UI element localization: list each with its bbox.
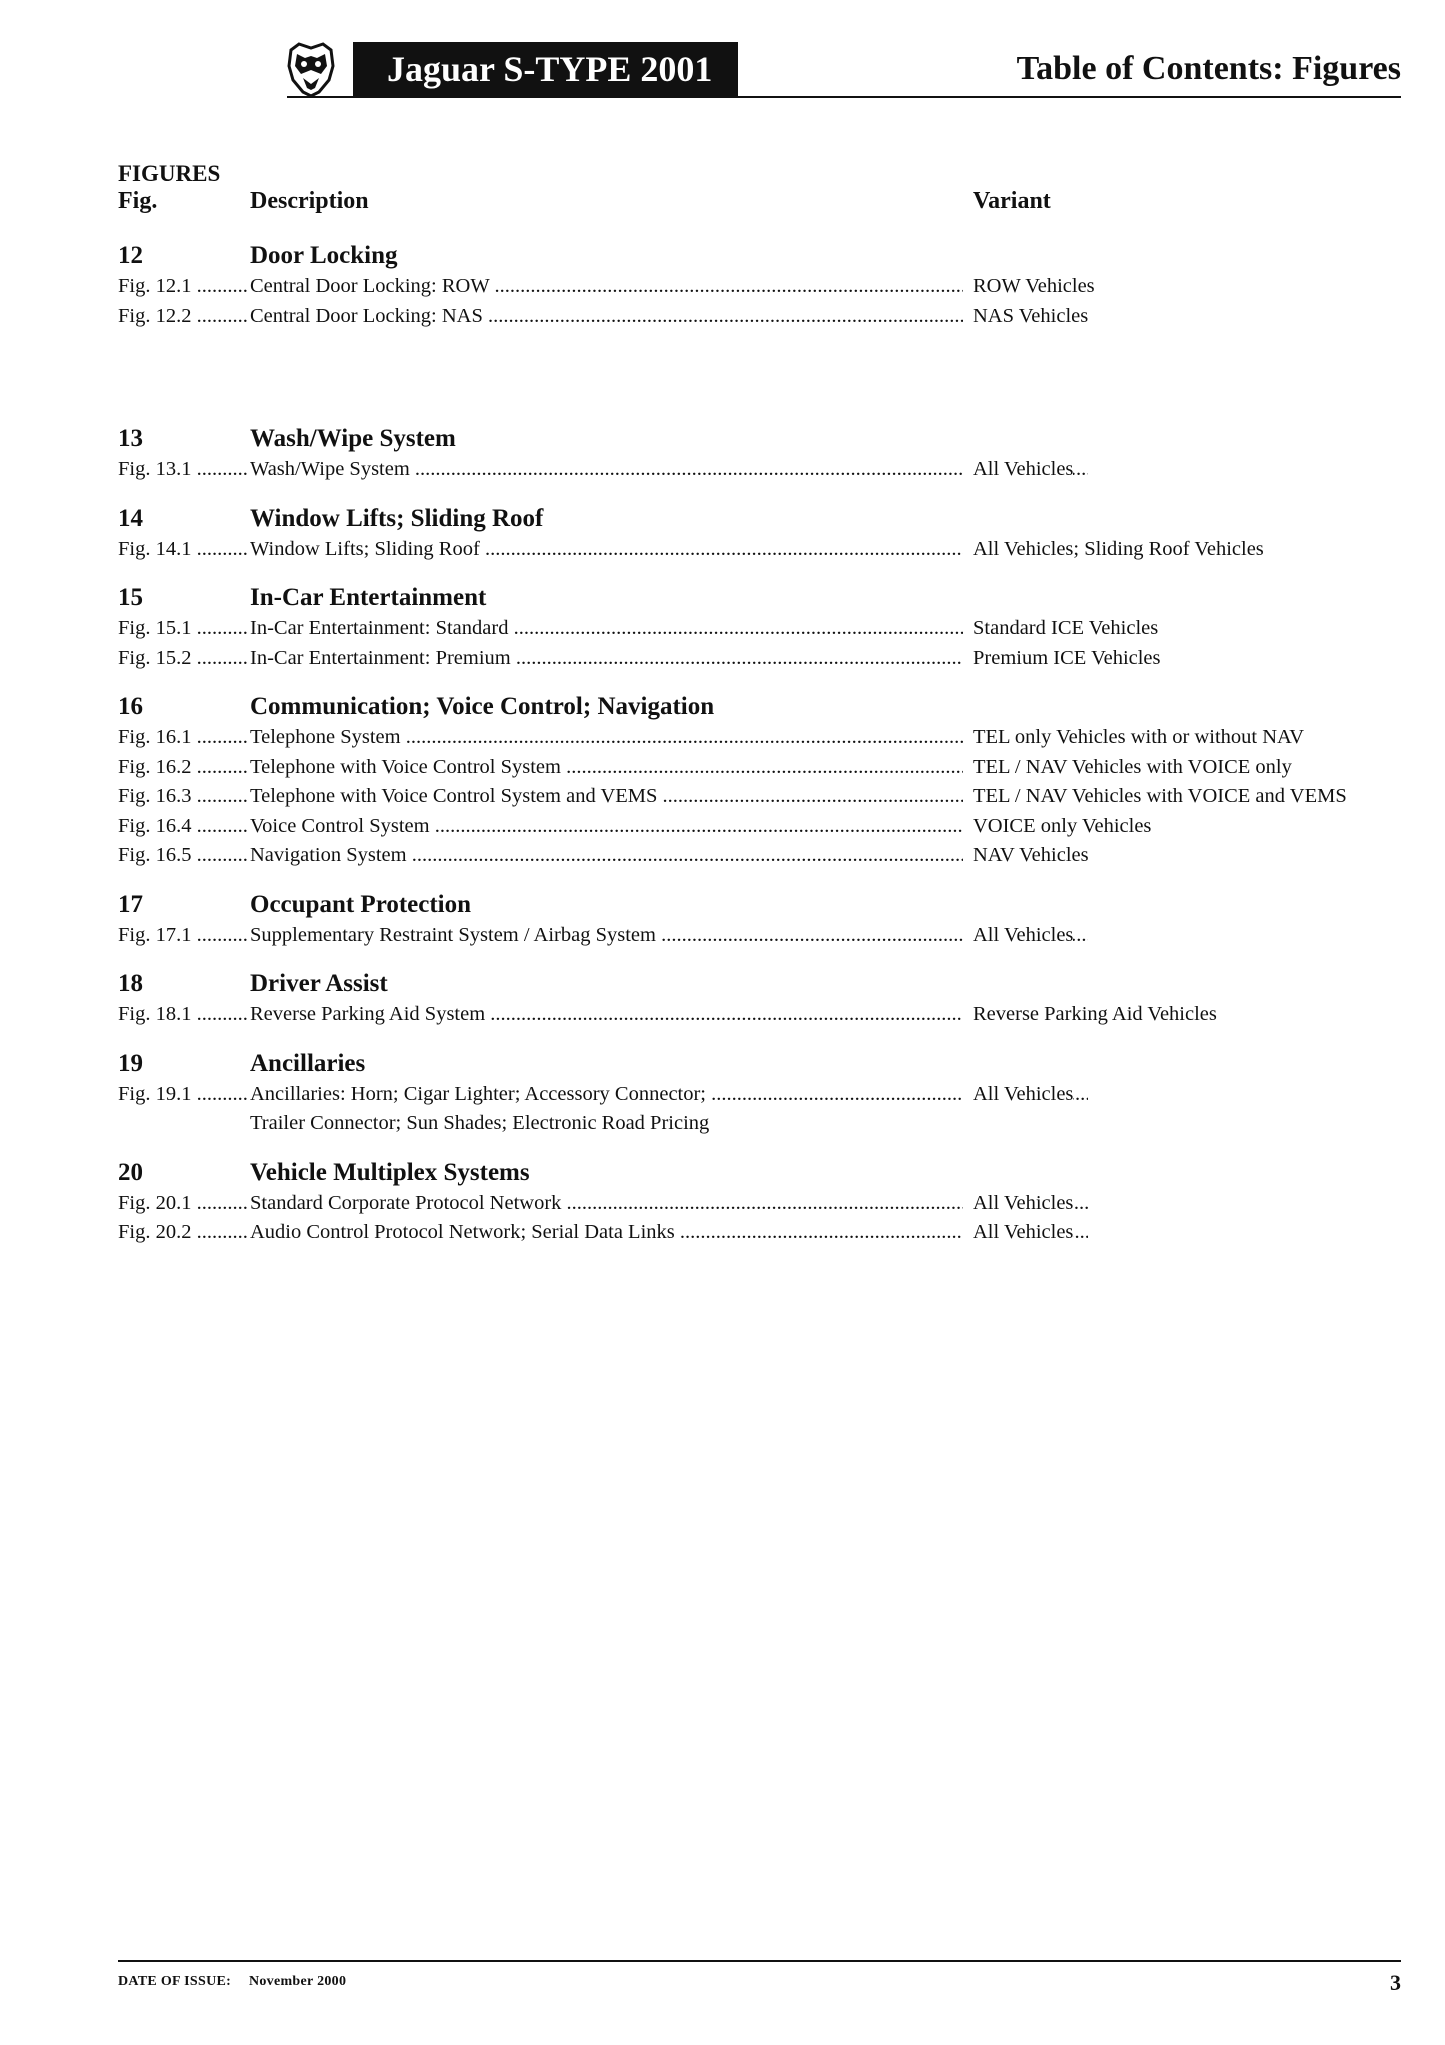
section-number: 12: [118, 242, 143, 269]
section-list: [118, 238, 1378, 1248]
section-title: Communication; Voice Control; Navigation: [250, 693, 715, 720]
figure-number: Fig. 20.2 .....: [118, 1218, 248, 1248]
section-title: Ancillaries: [250, 1049, 366, 1077]
figure-number: Fig. 17.1 .....: [118, 921, 248, 951]
section-number: 17: [118, 890, 143, 918]
section-heading: [118, 501, 1378, 535]
section-heading: [118, 689, 1378, 723]
section-number: 15: [118, 584, 143, 611]
figure-entry[interactable]: [118, 535, 1378, 565]
section-title: Window Lifts; Sliding Roof: [250, 504, 544, 532]
leader-end: [963, 272, 971, 302]
figure-variant: All Vehicles: [971, 1218, 1073, 1248]
leader-end: [963, 644, 971, 674]
leader-end: [963, 812, 971, 842]
figure-variant: Standard ICE Vehicles: [971, 614, 1158, 644]
toc-section: [118, 966, 1378, 1030]
figure-variant: TEL / NAV Vehicles with VOICE only: [971, 753, 1292, 783]
figure-entry[interactable]: [118, 841, 1378, 871]
section-heading: [118, 966, 1378, 1000]
figure-entry[interactable]: [118, 614, 1378, 644]
figure-description: Central Door Locking: ROW .....: [250, 272, 1088, 302]
section-title: Wash/Wipe System: [250, 425, 456, 452]
figure-description: Ancillaries: Horn; Cigar Lighter; Accessory Connector; .....: [250, 1080, 1088, 1110]
figure-description: Central Door Locking: NAS .....: [250, 302, 1088, 332]
section-heading: [118, 238, 1378, 272]
figure-number: Fig. 15.2 .....: [118, 644, 248, 674]
leader-end: [963, 921, 971, 951]
figure-variant: NAV Vehicles: [971, 841, 1089, 871]
figure-variant: All Vehicles: [971, 455, 1073, 485]
figure-description: Voice Control System .....: [250, 812, 1088, 842]
description-column-header: Description: [250, 188, 369, 214]
section-number: 13: [118, 425, 143, 452]
leader-end: [963, 1189, 971, 1219]
model-title: Jaguar S-TYPE 2001: [353, 42, 738, 96]
section-number: 20: [118, 1158, 143, 1186]
leader-end: [963, 782, 971, 812]
section-title: In-Car Entertainment: [250, 584, 487, 611]
section-number: 16: [118, 693, 143, 720]
toc-section: [118, 421, 1378, 485]
figure-entry[interactable]: [118, 753, 1378, 783]
toc-section: [118, 1155, 1378, 1248]
section-heading: [118, 421, 1378, 455]
figure-number: Fig. 16.2 .....: [118, 753, 248, 783]
toc-section: [118, 887, 1378, 951]
figure-description: Standard Corporate Protocol Network .....: [250, 1189, 1088, 1219]
section-title: Occupant Protection: [250, 890, 472, 918]
figure-number: Fig. 12.2 .....: [118, 302, 248, 332]
section-number: 19: [118, 1049, 143, 1077]
figure-entry[interactable]: [118, 644, 1378, 674]
section-heading: [118, 580, 1378, 614]
figure-entry[interactable]: [118, 921, 1378, 951]
figure-description: In-Car Entertainment: Standard .....: [250, 614, 1088, 644]
toc-section: [118, 580, 1378, 673]
toc-section: [118, 501, 1378, 565]
figure-entry[interactable]: [118, 302, 1378, 332]
figure-variant: TEL / NAV Vehicles with VOICE and VEMS: [971, 782, 1347, 812]
figure-variant: All Vehicles: [971, 921, 1073, 951]
figure-entry[interactable]: [118, 723, 1378, 753]
toc-section: [118, 689, 1378, 871]
figure-number: Fig. 18.1 .....: [118, 1000, 248, 1030]
figures-toc: [118, 160, 1378, 1248]
figure-description: Trailer Connector; Sun Shades; Electronic Road Pricing: [250, 1112, 710, 1134]
figure-entry[interactable]: [118, 1189, 1378, 1219]
leader-end: [963, 302, 971, 332]
figure-number: Fig. 12.1 .....: [118, 272, 248, 302]
figure-entry[interactable]: [118, 782, 1378, 812]
leader-end: [963, 614, 971, 644]
leader-end: [963, 1000, 971, 1030]
figure-variant: TEL only Vehicles with or without NAV: [971, 723, 1304, 753]
figure-description: In-Car Entertainment: Premium .....: [250, 644, 1088, 674]
variant-column-header: Variant: [973, 188, 1051, 214]
figure-entry[interactable]: [118, 1109, 1378, 1139]
figure-description: Telephone System .....: [250, 723, 1088, 753]
figure-number: Fig. 16.1 .....: [118, 723, 248, 753]
figure-description: Audio Control Protocol Network; Serial Data Links .....: [250, 1218, 1088, 1248]
section-title: Door Locking: [250, 242, 398, 269]
section-title: Driver Assist: [250, 970, 388, 997]
figure-variant: All Vehicles: [971, 1080, 1073, 1110]
date-of-issue: [118, 1974, 346, 1990]
issue-date: November 2000: [248, 1974, 347, 1989]
figure-variant: All Vehicles; Sliding Roof Vehicles: [971, 535, 1264, 565]
section-title: Vehicle Multiplex Systems: [250, 1158, 530, 1186]
figure-number: Fig. 15.1 .....: [118, 614, 248, 644]
toc-section: [118, 238, 1378, 331]
figure-number: Fig. 16.5 .....: [118, 841, 248, 871]
fig-column-header: Fig.: [118, 188, 158, 214]
section-heading: [118, 1155, 1378, 1189]
page-title: Table of Contents: Figures: [1016, 50, 1401, 87]
jaguar-growler-icon: [285, 40, 337, 98]
leader-end: [963, 753, 971, 783]
figure-entry[interactable]: [118, 1080, 1378, 1110]
figure-number: Fig. 14.1 .....: [118, 535, 248, 565]
figure-number: Fig. 20.1 .....: [118, 1189, 248, 1219]
section-number: 14: [118, 504, 143, 532]
figure-number: Fig. 16.4 .....: [118, 812, 248, 842]
figure-description: Telephone with Voice Control System and VEMS .....: [250, 782, 1088, 812]
figures-label: FIGURES: [118, 161, 221, 186]
figure-variant: VOICE only Vehicles: [971, 812, 1151, 842]
figure-description: Wash/Wipe System .....: [250, 455, 1088, 485]
toc-section: [118, 1046, 1378, 1139]
figure-number: Fig. 19.1 .....: [118, 1080, 248, 1110]
figure-description: Reverse Parking Aid System .....: [250, 1000, 1088, 1030]
figure-variant: Reverse Parking Aid Vehicles: [971, 1000, 1217, 1030]
leader-end: [963, 535, 971, 565]
figure-description: Navigation System .....: [250, 841, 1088, 871]
figure-variant: NAS Vehicles: [971, 302, 1088, 332]
figure-entry[interactable]: [118, 1000, 1378, 1030]
page-number: 3: [1390, 1970, 1401, 1995]
section-number: 18: [118, 970, 143, 997]
column-headers: [118, 188, 1378, 222]
leader-end: [963, 1218, 971, 1248]
section-heading: [118, 1046, 1378, 1080]
figure-entry[interactable]: [118, 1218, 1378, 1248]
figure-number: Fig. 13.1 .....: [118, 455, 248, 485]
figure-entry[interactable]: [118, 812, 1378, 842]
issue-label: DATE OF ISSUE:: [118, 1974, 232, 1989]
leader-end: [963, 841, 971, 871]
figure-description: Telephone with Voice Control System .....: [250, 753, 1088, 783]
figure-variant: All Vehicles: [971, 1189, 1073, 1219]
figure-entry[interactable]: [118, 272, 1378, 302]
figure-description: Supplementary Restraint System / Airbag System .....: [250, 921, 1088, 951]
figure-variant: ROW Vehicles: [971, 272, 1095, 302]
leader-end: [963, 455, 971, 485]
figure-description: Window Lifts; Sliding Roof .....: [250, 535, 1088, 565]
figure-entry[interactable]: [118, 455, 1378, 485]
footer-divider: [118, 1960, 1401, 1962]
section-heading: [118, 887, 1378, 921]
figure-variant: Premium ICE Vehicles: [971, 644, 1161, 674]
figure-number: Fig. 16.3 .....: [118, 782, 248, 812]
leader-end: [963, 1080, 971, 1110]
leader-end: [963, 723, 971, 753]
